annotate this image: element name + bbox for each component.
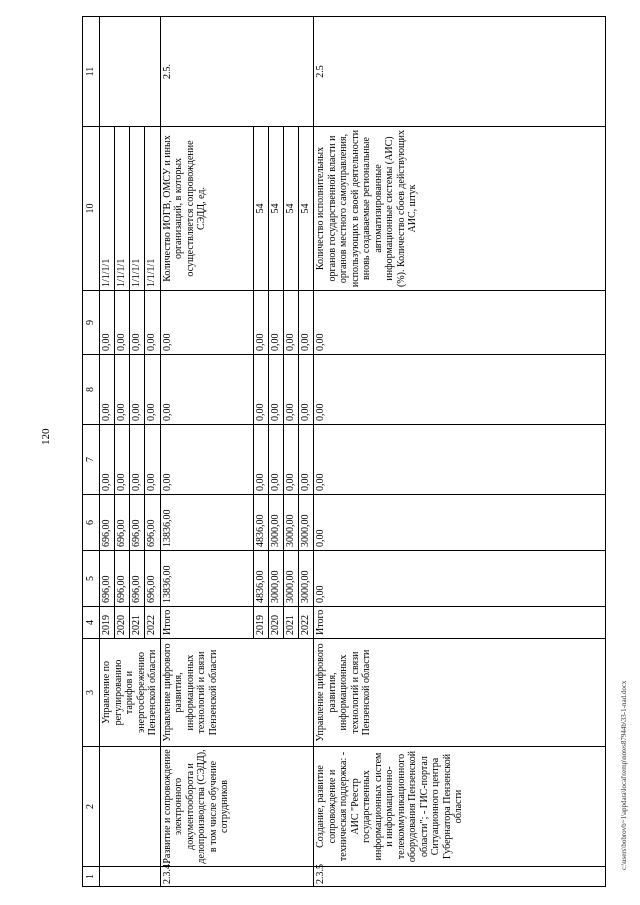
header-col-3: 3 [83, 639, 100, 747]
value-cell: 0,00 [314, 425, 606, 495]
rotated-table-container [82, 17, 606, 887]
year-cell: 2020 [115, 607, 130, 639]
indicator-value-cell: 54 [299, 127, 314, 291]
value-cell: 3000,00 [299, 551, 314, 607]
total-cell: 13836,00 [160, 551, 254, 607]
indicator-value-cell: 54 [254, 127, 269, 291]
indicator-value-cell: 1/1/1/1 [100, 127, 115, 291]
total-cell: 0,00 [160, 355, 254, 425]
header-row [83, 17, 100, 887]
total-label: Итого [314, 607, 606, 639]
footer-file-path: c:\users\bobrovb~1\appdata\local\temp\notes87944b\33-1-nad.docx [620, 680, 628, 870]
value-cell: 0,00 [145, 425, 160, 495]
value-cell: 3000,00 [269, 495, 284, 551]
activity-name: Развитие и сопровождение электронного документооборота и делопроизводства (СЭДД), в том числе обучение сотрудников [160, 747, 314, 867]
activity-name: Создание, развитие сопровождение и техническая поддержка: - АИС "Реестр государственных информационных систем и информационно-телекоммуникационного оборудования Пензенской области"; - ГИС-портал Ситуационного центра Губернатора Пензенской области [314, 747, 606, 867]
value-cell: 3000,00 [284, 495, 299, 551]
total-cell: 0,00 [160, 291, 254, 355]
total-cell: 13836,00 [160, 495, 254, 551]
value-cell: 0,00 [130, 355, 145, 425]
value-cell: 3000,00 [284, 551, 299, 607]
item-number: 2.3.4. [160, 867, 314, 887]
value-cell: 696,00 [130, 495, 145, 551]
year-cell: 2019 [100, 607, 115, 639]
year-cell: 2022 [145, 607, 160, 639]
executor-cell: Управление по регулированию тарифов и энергосбережению Пензенской области [100, 639, 161, 747]
value-cell: 0,00 [314, 291, 606, 355]
year-cell: 2020 [269, 607, 284, 639]
header-col-1: 1 [83, 867, 100, 887]
value-cell: 0,00 [130, 425, 145, 495]
value-cell: 3000,00 [269, 551, 284, 607]
value-cell: 0,00 [130, 291, 145, 355]
indicator-value-cell: 54 [269, 127, 284, 291]
indicator-value-cell: 1/1/1/1 [145, 127, 160, 291]
total-label: Итого [160, 607, 254, 639]
header-col-5: 5 [83, 551, 100, 607]
executor-cell: Управление цифрового развития, информационных технологий и связи Пензенской области [314, 639, 606, 747]
reference-cell: 2.5. [160, 17, 314, 127]
indicator-value-cell: 1/1/1/1 [115, 127, 130, 291]
value-cell: 696,00 [145, 551, 160, 607]
total-cell: 0,00 [160, 425, 254, 495]
value-cell: 696,00 [100, 495, 115, 551]
header-col-9: 9 [83, 291, 100, 355]
page-number: 120 [40, 428, 52, 445]
value-cell: 4836,00 [254, 551, 269, 607]
header-col-11: 11 [83, 17, 100, 127]
year-cell: 2022 [299, 607, 314, 639]
year-cell: 2019 [254, 607, 269, 639]
header-col-2: 2 [83, 747, 100, 867]
year-cell: 2021 [284, 607, 299, 639]
header-col-4: 4 [83, 607, 100, 639]
header-col-7: 7 [83, 425, 100, 495]
header-col-6: 6 [83, 495, 100, 551]
value-cell: 3000,00 [299, 495, 314, 551]
indicator-value-cell: 54 [284, 127, 299, 291]
value-cell: 0,00 [254, 425, 269, 495]
table-row [100, 17, 115, 887]
value-cell: 0,00 [145, 291, 160, 355]
value-cell: 696,00 [130, 551, 145, 607]
value-cell: 0,00 [299, 425, 314, 495]
value-cell: 696,00 [145, 495, 160, 551]
value-cell: 0,00 [100, 291, 115, 355]
value-cell: 0,00 [115, 425, 130, 495]
value-cell: 0,00 [284, 355, 299, 425]
value-cell: 0,00 [299, 291, 314, 355]
value-cell: 0,00 [314, 495, 606, 551]
value-cell: 0,00 [100, 355, 115, 425]
value-cell: 0,00 [254, 355, 269, 425]
cell-empty [100, 867, 161, 887]
value-cell: 0,00 [145, 355, 160, 425]
indicator-description: Количество исполнительных органов государственной власти и органов местного самоуправления, использующих в своей деятельности вновь создаваемые региональные автоматизированные информационные системы (АИС) (%). Количество сбоев действующих АИС, штук [314, 127, 606, 291]
value-cell: 696,00 [115, 551, 130, 607]
value-cell: 696,00 [115, 495, 130, 551]
program-activities-table [82, 16, 606, 887]
indicator-description: Количество ИОГВ, ОМСУ и иных организаций, в которых осуществляется сопровождение СЭДД, ед. [160, 127, 254, 291]
indicator-value-cell: 1/1/1/1 [130, 127, 145, 291]
value-cell: 0,00 [314, 355, 606, 425]
header-col-10: 10 [83, 127, 100, 291]
cell-empty [100, 747, 161, 867]
item-number: 2.3.5 [314, 867, 606, 887]
value-cell: 0,00 [269, 355, 284, 425]
value-cell: 0,00 [115, 291, 130, 355]
value-cell: 696,00 [100, 551, 115, 607]
value-cell: 0,00 [100, 425, 115, 495]
value-cell: 0,00 [299, 355, 314, 425]
value-cell: 0,00 [284, 291, 299, 355]
value-cell: 0,00 [115, 355, 130, 425]
header-col-8: 8 [83, 355, 100, 425]
table-row [314, 17, 606, 887]
value-cell: 0,00 [269, 425, 284, 495]
value-cell: 0,00 [269, 291, 284, 355]
value-cell: 0,00 [254, 291, 269, 355]
value-cell: 0,00 [314, 551, 606, 607]
table-row [160, 17, 254, 887]
executor-cell: Управление цифрового развития, информационных технологий и связи Пензенской области [160, 639, 314, 747]
value-cell: 4836,00 [254, 495, 269, 551]
reference-cell: 2.5 [314, 17, 606, 127]
year-cell: 2021 [130, 607, 145, 639]
cell-empty [100, 17, 161, 127]
value-cell: 0,00 [284, 425, 299, 495]
